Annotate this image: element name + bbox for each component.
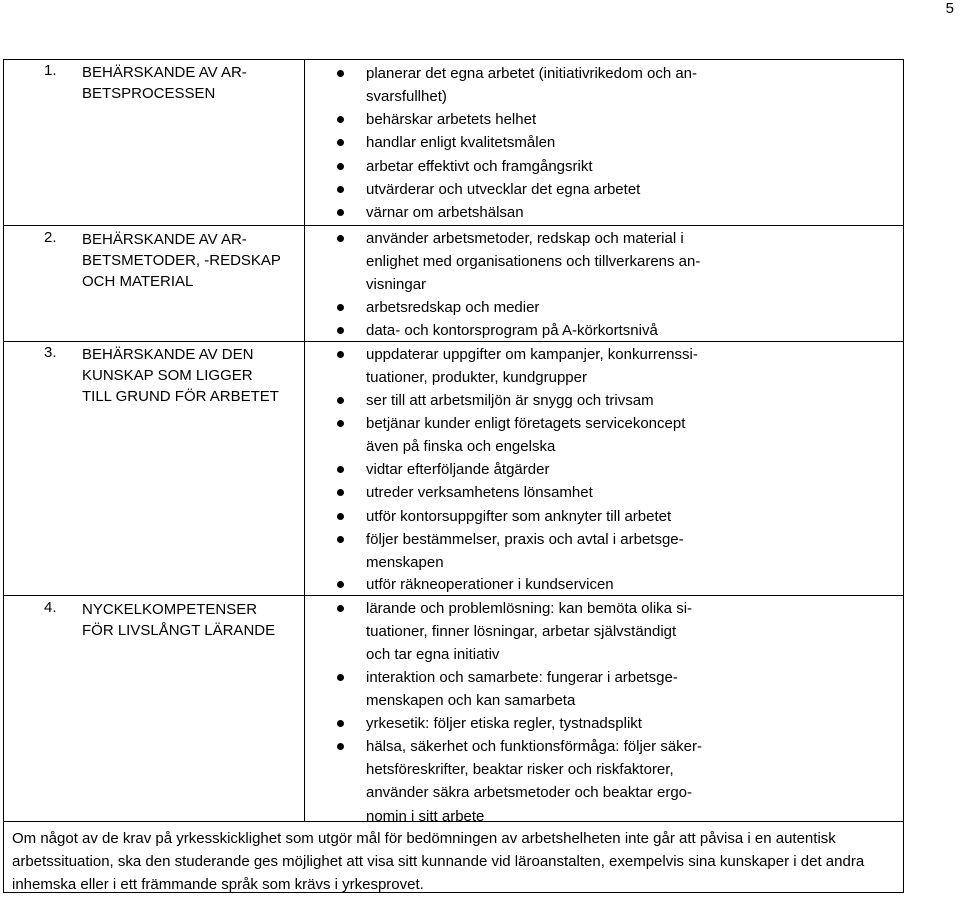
list-item-text: handlar enligt kvalitetsmålen [366, 134, 556, 151]
bullet-icon [337, 513, 344, 520]
bullet-icon [337, 397, 344, 404]
list-item-text: uppdaterar uppgifter om kampanjer, konkurrenssi- tuationer, produkter, kundgrupper [366, 346, 698, 387]
criteria-number: 1. [44, 62, 57, 79]
list-item-text: behärskar arbetets helhet [366, 111, 537, 128]
items-cell [305, 226, 903, 341]
criteria-title: BEHÄRSKANDE AV DEN KUNSKAP SOM LIGGER TILL GRUND FÖR ARBETET [82, 346, 279, 405]
list-item-text: utreder verksamhetens lönsamhet [366, 484, 593, 501]
bullet-icon [337, 163, 344, 170]
bullet-icon [337, 581, 344, 588]
assessment-table [3, 59, 904, 893]
bullet-icon [337, 420, 344, 427]
list-item-text: följer bestämmelser, praxis och avtal i arbetsge- menskapen [366, 531, 684, 572]
bullet-icon [337, 235, 344, 242]
bullet-icon [337, 186, 344, 193]
list-item-text: interaktion och samarbete: fungerar i arbetsge- menskapen och kan samarbeta [366, 669, 678, 710]
footer-note: Om något av de krav på yrkesskicklighet som utgör mål för bedömningen av arbetshelheten inte går att påvisa i en autentisk arbetssituation, ska den studerande ges möjlighet att visa sitt kunnande vid läroanstalten, exempelvis sina kunskaper i det andra inhemska eller i ett främmande språk som krävs i yrkesprovet. [12, 830, 865, 893]
list-item-text: yrkesetik: följer etiska regler, tystnadsplikt [366, 715, 642, 732]
criteria-cell [4, 60, 305, 225]
items-cell [305, 342, 903, 595]
bullet-icon [337, 304, 344, 311]
criteria-cell [4, 226, 305, 341]
list-item-text: arbetsredskap och medier [366, 299, 540, 316]
items-cell [305, 596, 903, 825]
list-item-text: utför kontorsuppgifter som anknyter till arbetet [366, 508, 672, 525]
bullet-icon [337, 116, 344, 123]
bullet-icon [337, 489, 344, 496]
list-item-text: planerar det egna arbetet (initiativrikedom och an- svarsfullhet) [366, 65, 698, 106]
bullet-icon [337, 674, 344, 681]
bullet-icon [337, 605, 344, 612]
table-row [4, 226, 903, 342]
list-item-text: använder arbetsmetoder, redskap och material i enlighet med organisationens och tillverkarens an- visningar [366, 230, 701, 294]
list-item-text: lärande och problemlösning: kan bemöta olika si- tuationer, finner lösningar, arbetar självständigt och tar egna initiativ [366, 600, 693, 664]
bullet-icon [337, 743, 344, 750]
bullet-icon [337, 209, 344, 216]
bullet-icon [337, 139, 344, 146]
criteria-cell [4, 342, 305, 595]
list-item-text: vidtar efterföljande åtgärder [366, 461, 550, 478]
bullet-icon [337, 70, 344, 77]
table-row [4, 60, 903, 226]
criteria-number: 3. [44, 344, 57, 361]
bullet-icon [337, 536, 344, 543]
page-number: 5 [945, 0, 954, 17]
list-item-text: ser till att arbetsmiljön är snygg och trivsam [366, 392, 654, 409]
bullet-icon [337, 351, 344, 358]
table-row [4, 822, 903, 892]
criteria-title: NYCKELKOMPETENSER FÖR LIVSLÅNGT LÄRANDE [82, 601, 276, 639]
items-cell [305, 60, 903, 225]
list-item-text: data- och kontorsprogram på A-körkortsnivå [366, 322, 658, 339]
footer-cell [4, 822, 892, 892]
list-item-text: betjänar kunder enligt företagets servicekoncept även på finska och engelska [366, 415, 686, 456]
criteria-cell [4, 596, 305, 821]
list-item-text: värnar om arbetshälsan [366, 204, 524, 221]
bullet-icon [337, 720, 344, 727]
criteria-title: BEHÄRSKANDE AV AR- BETSPROCESSEN [82, 64, 247, 102]
criteria-title: BEHÄRSKANDE AV AR- BETSMETODER, -REDSKAP OCH MATERIAL [82, 231, 281, 290]
criteria-number: 4. [44, 599, 57, 616]
bullet-icon [337, 327, 344, 334]
list-item-text: arbetar effektivt och framgångsrikt [366, 158, 593, 175]
bullet-icon [337, 466, 344, 473]
table-row [4, 596, 903, 825]
list-item-text: utvärderar och utvecklar det egna arbetet [366, 181, 641, 198]
list-item-text: utför räkneoperationer i kundservicen [366, 576, 614, 593]
criteria-number: 2. [44, 229, 57, 246]
table-row [4, 342, 903, 596]
list-item-text: hälsa, säkerhet och funktionsförmåga: följer säker- hetsföreskrifter, beaktar risker och riskfaktorer, använder säkra arbetsmetoder och beaktar ergo- nomin i sitt arbete [366, 738, 702, 825]
